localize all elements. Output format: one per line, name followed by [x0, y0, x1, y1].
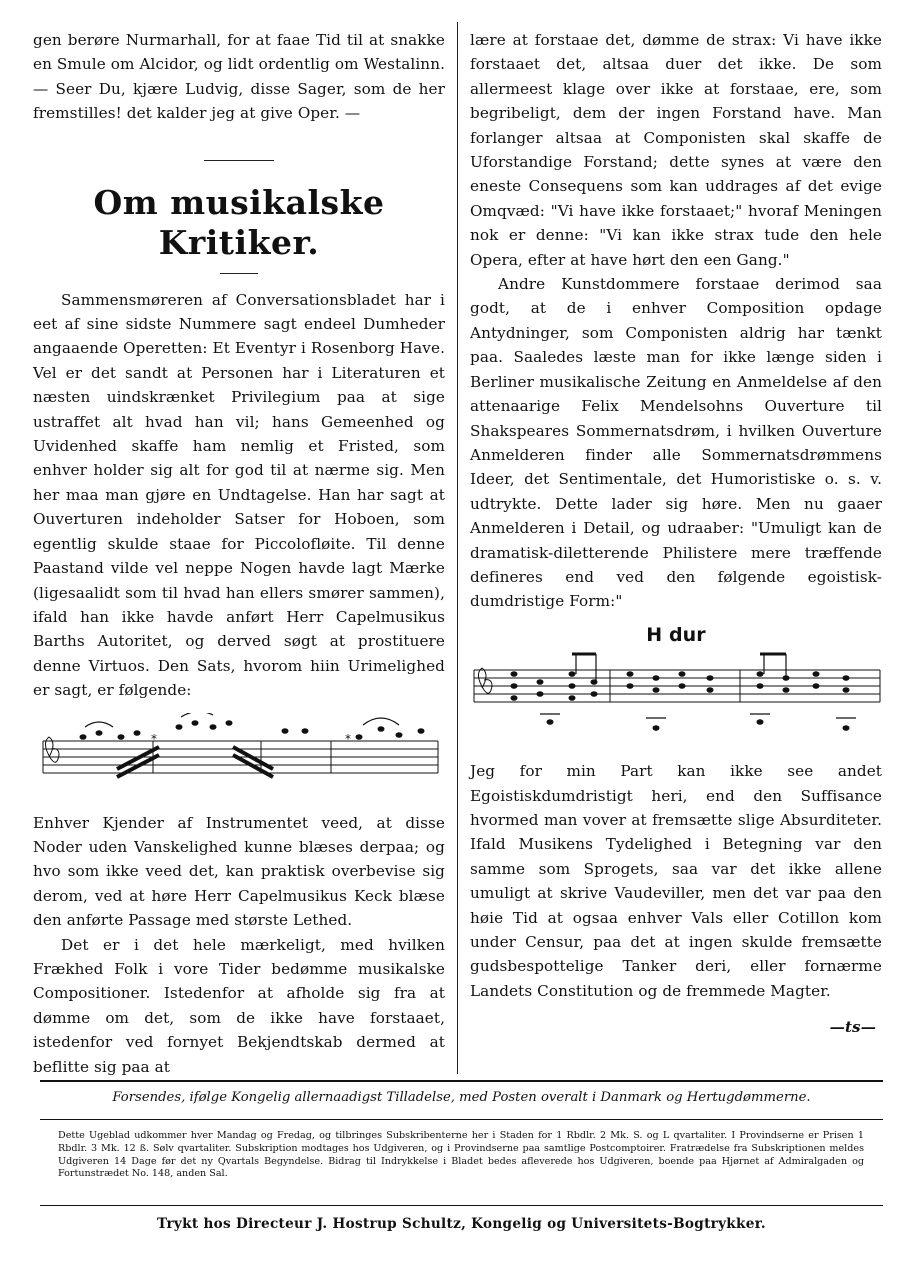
article-paragraph-6: Jeg for min Part kan ikke see andet Egoistiskdumdristigt heri, end den Suffisance hvormed man vover at fremsætte slige Absurditeter. Ifald Musikens Tydelighed i Betegning var den samme som Sprogets, saa var det ikke allene umuligt at skrive Vaudeviller, men det var paa den høie Tid at ogsaa enhver Vals eller Cotillon kom under Censur, paa det at ingen skulde fremsætte gudsbespottelige Tanker deri, eller fornærme Landets Constitution og de fremmede Magter.: [470, 762, 882, 1000]
footer-rule-top: [40, 1080, 883, 1082]
distribution-notice: Forsendes, ifølge Kongelig allernaadigst Tilladelse, med Posten overalt i Danmark og Hertugdømmerne.: [112, 1090, 811, 1105]
author-signature: —ts—: [829, 1018, 876, 1037]
music-example-oboe: [33, 713, 445, 801]
article-paragraph-1: Sammensmøreren af Conversationsbladet har i eet af sine sidste Nummere sagt endeel Dumheder angaaende Operetten: Et Eventyr i Rosenborg Have. Vel er det sandt at Personen har i Literaturen et næsten uindskrænket Privilegium paa at sige ustraffet alt hvad han vil; hans Gemeenhed og Uvidenhed skaffe ham nemlig et Fristed, som enhver holder sig alt for god til at nærme sig. Men her maa man gjøre en Undtagelse. Han har sagt at Ouverturen indeholder Satser for Hoboen, som egentlig skulde staae for Piccolofløite. Til denne Paastand vilde vel neppe Nogen havde lagt Mærke (ligesaalidt som til hvad han ellers smører sammen), ifald han ikke havde anført Herr Capelmusikus Barths Autoritet, og derved søgt at prostituere denne Virtuos. Den Sats, hvorom hiin Urimelighed er sagt, er følgende:: [33, 290, 445, 700]
subscription-notice: Dette Ugeblad udkommer hver Mandag og Fredag, og tilbringes Subskribenterne her i Staden for 1 Rbdlr. 2 Mk. S. og L qvartaliter. I Provindserne er Prisen 1 Rbdlr. 3 Mk. 12 ß. Sølv qvartaliter. Subskription modtages hos Udgiveren, og i Provindserne paa samtlige Postcomptoirer. Fratrædelse fra Subskriptionen meldes Udgiveren 14 Dage før det ny Qvartals Begyndelse. Bidrag til Indrykkelse i Bladet bedes afleverede hos Udgiveren, boende paa Hjørnet af Admiralgaden og Fortunstrædet No. 148, anden Sal.: [58, 1130, 864, 1180]
music-staff-h-dur: [470, 648, 882, 748]
footer-rule-bottom: [40, 1205, 883, 1206]
music-example-h-dur: [470, 622, 882, 755]
headline-rule: [220, 273, 258, 274]
svg-text:*: *: [345, 731, 352, 746]
section-separator: [204, 160, 274, 161]
article-paragraph-3: Det er i det hele mærkeligt, med hvilken Frækhed Folk i vore Tider bedømme musikalske Compositioner. Istedenfor at afholde sig fra at dømme om det, som de ikke have forstaaet, istedenfor ved fornyet Bekjendtskab dermed at beflitte sig paa at: [33, 935, 445, 1076]
article-paragraph-4: lære at forstaae det, dømme de strax: Vi have ikke forstaaet det, altsaa duer det ikke. De som allermeest klage over ikke at forstaae, ere, som begribeligt, dem der ingen Forstand have. Man forlanger altsaa at Componisten skal skaffe de Uforstandige Forstand; dette synes at være den eneste Consequens som kan uddrages af det evige Omqvæd: "Vi have ikke forstaaet;" hvoraf Meningen nok er denne: "Vi kan ikke strax tude den hele Opera, efter at have hørt den een Gang.": [470, 31, 882, 269]
music-title: H dur: [646, 623, 706, 646]
article-paragraph-5: Andre Kunstdommere forstaae derimod saa godt, at de i enhver Composition opdage Antydninger, som Componisten aldrig har tænkt paa. Saaledes læste man for ikke længe siden i Berliner musikalische Zeitung en Anmeldelse af den attenaarige Felix Mendelsohns Ouverture til Shakspeares Sommernatsdrøm, i hvilken Ouverture Anmelderen finder alle Sommernatsdrømmens Ideer, det Sentimentale, det Humoristiske o. s. v. udtrykte. Dette lader sig høre. Men nu gaaer Anmelderen i Detail, og udraaber: "Umuligt kan de dramatisk-diletterende Philistere mere træffende defineres end ved den følgende egoistisk-dumdristige Form:": [470, 275, 882, 611]
article-headline: Om musikalske Kritiker.: [93, 182, 385, 262]
left-column: [33, 28, 445, 1079]
svg-text:*: *: [151, 731, 158, 746]
article-paragraph-2: Enhver Kjender af Instrumentet veed, at disse Noder uden Vanskelighed kunne blæses derpaa; og hvo som ikke veed det, kan praktisk overbevise sig derom, ved at høre Herr Capelmusikus Keck blæse den anførte Passage med største Lethed.: [33, 813, 445, 930]
column-divider: [457, 22, 458, 1074]
right-column: [470, 28, 882, 1040]
printer-imprint: Trykt hos Directeur J. Hostrup Schultz, Kongelig og Universitets-Bogtrykker.: [157, 1216, 766, 1232]
continued-paragraph: gen berøre Nurmarhall, for at faae Tid til at snakke en Smule om Alcidor, og lidt ordentlig om Westalinn. — Seer Du, kjære Ludvig, disse Sager, som de her fremstilles! det kalder jeg at give Oper. —: [33, 31, 445, 123]
footer-rule-middle: [40, 1119, 883, 1120]
